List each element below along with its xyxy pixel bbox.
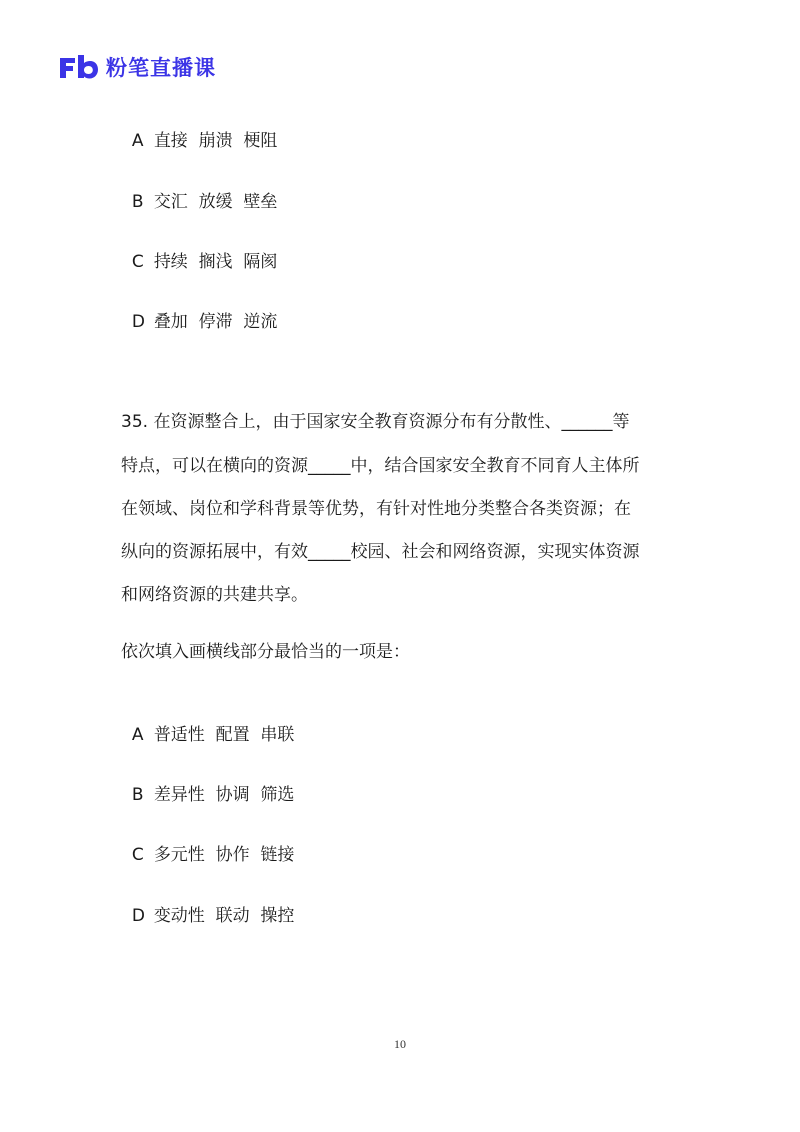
option-letter: D [131, 906, 145, 926]
q35-prompt: 依次填入画横线部分最恰当的一项是： [121, 642, 410, 662]
option-text: 叠加 停滞 逆流 [153, 312, 278, 332]
option-letter: A [131, 131, 144, 151]
option-letter: B [131, 785, 144, 805]
option-text: 直接 崩溃 梗阻 [153, 131, 278, 151]
q35-option-b [121, 762, 294, 806]
q34-option-a [121, 108, 277, 152]
option-text: 差异性 协调 筛选 [153, 785, 295, 805]
q35-option-d [121, 883, 294, 927]
option-letter: A [131, 725, 144, 745]
option-letter: D [131, 312, 145, 332]
option-text: 持续 搁浅 隔阂 [153, 252, 278, 272]
q35-line: 纵向的资源拓展中，有效_____校园、社会和网络资源，实现实体资源 [121, 542, 640, 562]
option-text: 普适性 配置 串联 [153, 725, 295, 745]
fb-logo-icon [58, 54, 100, 80]
q35-line: 特点，可以在横向的资源_____中，结合国家安全教育不同育人主体所 [121, 456, 640, 476]
q35-line: 35. 在资源整合上，由于国家安全教育资源分布有分散性、______等 [121, 412, 630, 432]
option-text: 变动性 联动 操控 [153, 906, 295, 926]
q35-option-a [121, 702, 294, 746]
option-letter: B [131, 192, 144, 212]
option-letter: C [131, 845, 144, 865]
q35-line: 和网络资源的共建共享。 [121, 585, 308, 605]
option-text: 交汇 放缓 壁垒 [153, 192, 278, 212]
brand-logo [58, 51, 216, 83]
q34-option-d [121, 289, 277, 333]
q34-option-c [121, 229, 277, 273]
option-letter: C [131, 252, 144, 272]
q34-option-b [121, 169, 277, 213]
brand-text: 粉笔直播课 [106, 56, 216, 80]
page-number: 10 [394, 1037, 406, 1051]
option-text: 多元性 协作 链接 [153, 845, 295, 865]
q35-option-c [121, 822, 294, 866]
q35-line: 在领域、岗位和学科背景等优势，有针对性地分类整合各类资源；在 [121, 499, 631, 519]
